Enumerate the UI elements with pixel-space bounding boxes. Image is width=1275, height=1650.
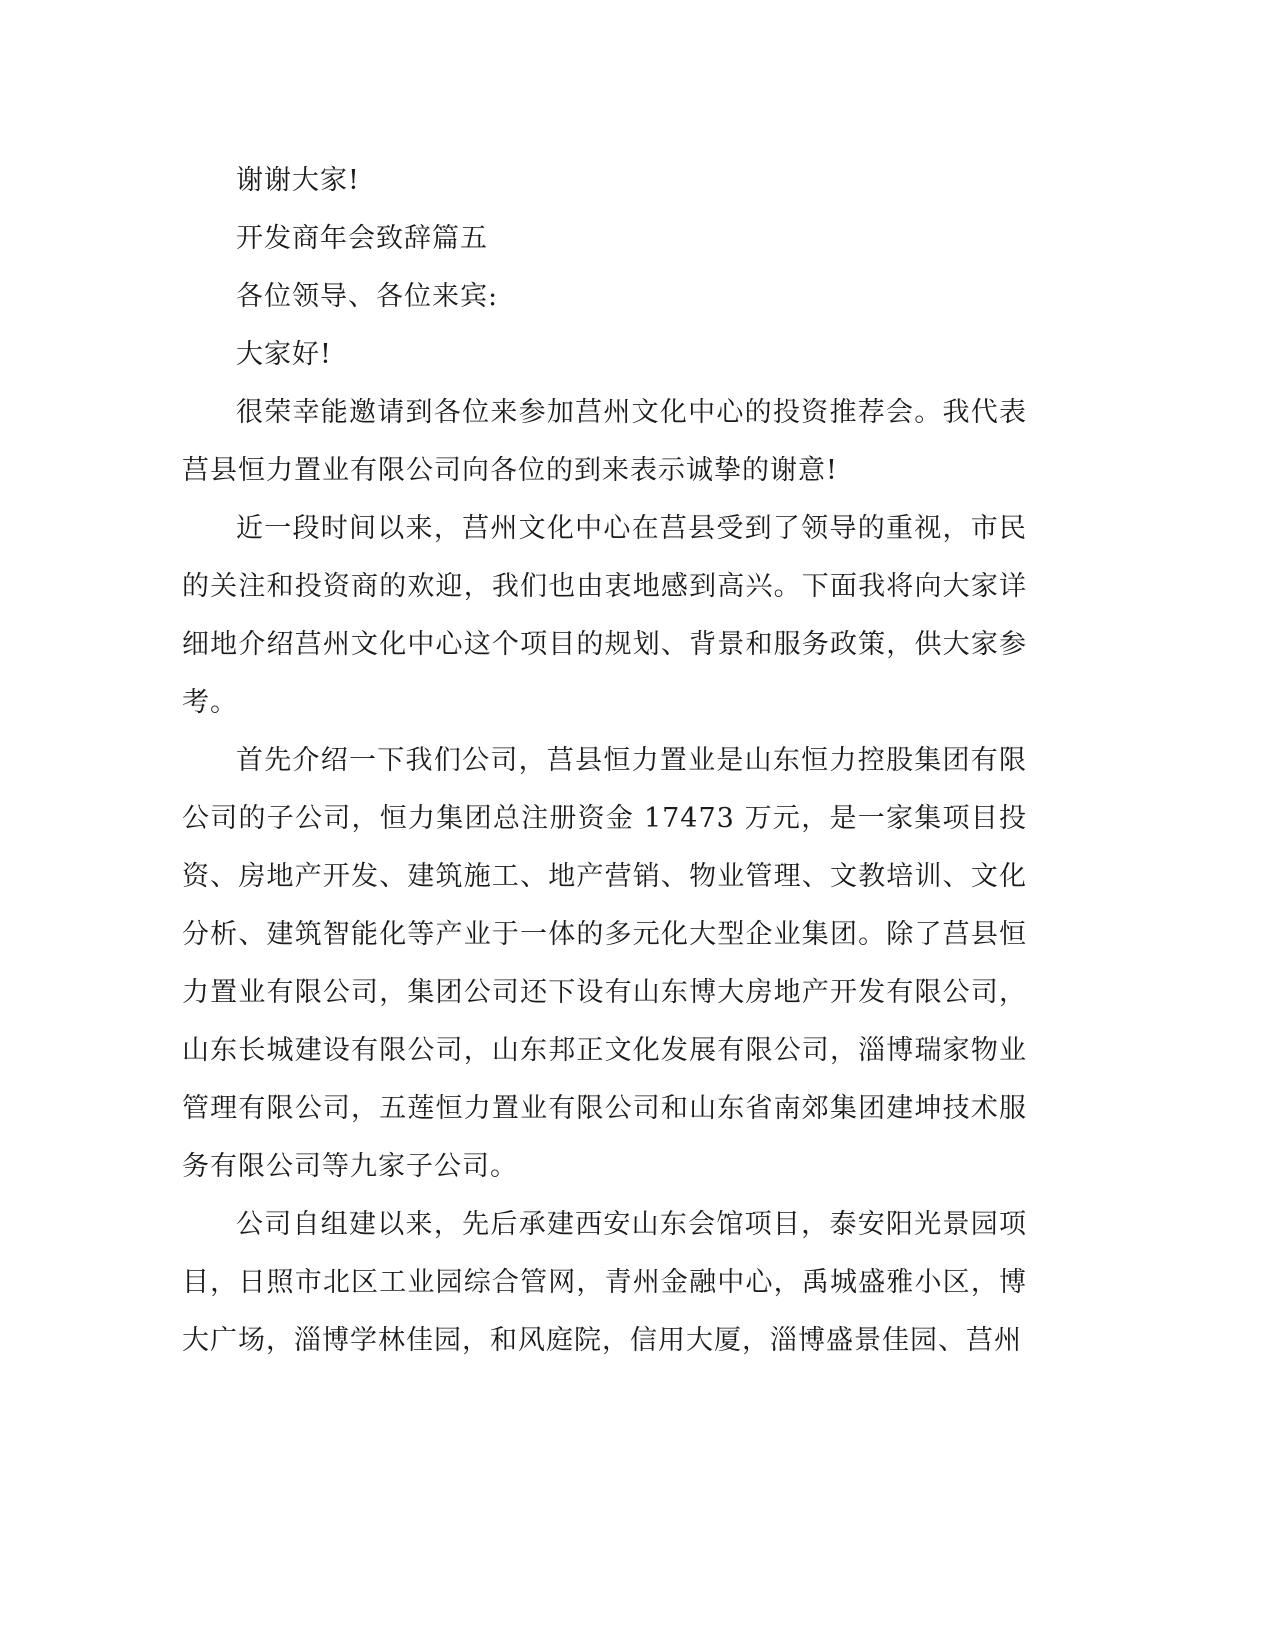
salutation: 各位领导、各位来宾: [236, 281, 499, 312]
paragraph-company-profile: 首先介绍一下我们公司，莒县恒力置业是山东恒力控股集团有限公司的子公司，恒力集团总注册资金 17473 万元，是一家集项目投资、房地产开发、建筑施工、地产营销、物业管理、文教培训、文化分析、建筑智能化等产业于一体的多元化大型企业集团。除了莒县恒力置业有限公司，集团公司还下设有山东博大房地产开发有限公司，山东长城建设有限公司，山东邦正文化发展有限公司，淄博瑞家物业管理有限公司，五莲恒力置业有限公司和山东省南郊集团建坤技术服务有限公司等九家子公司。 [182, 745, 1027, 1182]
paragraph-projects: 公司自组建以来，先后承建西安山东会馆项目，泰安阳光景园项目，日照市北区工业园综合管网，青州金融中心，禹城盛雅小区，博大广场，淄博学林佳园，和风庭院，信用大厦，淄博盛景佳园、莒州 [182, 1209, 1027, 1356]
document-body [182, 152, 1027, 1370]
paragraph-welcome: 很荣幸能邀请到各位来参加莒州文化中心的投资推荐会。我代表莒县恒力置业有限公司向各位的到来表示诚挚的谢意! [182, 397, 1027, 486]
greeting: 大家好! [236, 339, 332, 370]
section-title: 开发商年会致辞篇五 [236, 223, 488, 254]
paragraph-introduction: 近一段时间以来，莒州文化中心在莒县受到了领导的重视，市民的关注和投资商的欢迎，我们也由衷地感到高兴。下面我将向大家详细地介绍莒州文化中心这个项目的规划、背景和服务政策，供大家参考。 [182, 513, 1027, 718]
closing-thanks: 谢谢大家! [236, 165, 360, 196]
